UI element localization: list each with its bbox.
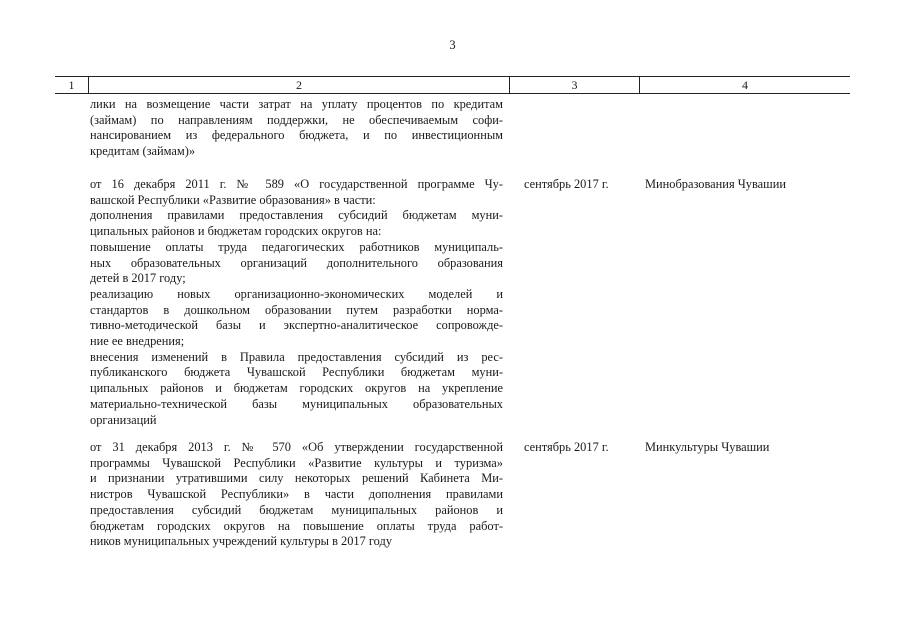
- text-line: бюджетам городских округов на повышение оплаты труда работ-: [90, 518, 503, 533]
- text-line: вашской Республики «Развитие образования» в части:: [90, 192, 376, 207]
- table-header-row: [55, 76, 850, 94]
- text-line: от 16 декабря 2011 г. № 589 «О государственной программе Чу-: [90, 177, 503, 191]
- column-header-2: 2: [89, 77, 510, 93]
- table-row-2-date: сентябрь 2017 г.: [524, 177, 609, 191]
- table-row-1-description: [90, 97, 503, 160]
- table-row-3-description: [90, 440, 503, 550]
- text-line: ников муниципальных учреждений культуры в 2017 году: [90, 534, 393, 549]
- text-line: предоставления субсидий бюджетам муниципальных районов и: [90, 502, 503, 517]
- text-line: (займам) по направлениям поддержки, не обеспечиваемым софи-: [90, 112, 503, 127]
- page-number: 3: [449, 38, 456, 52]
- text-line: ципальных районов и бюджетам городских округов на укрепление: [90, 381, 503, 396]
- text-line: программы Чувашской Республики «Развитие культуры и туризма»: [90, 455, 503, 470]
- text-line: реализацию новых организационно-экономических моделей и: [90, 286, 503, 301]
- text-line: организаций: [90, 412, 157, 427]
- text-line: публиканского бюджета Чувашской Республики бюджетам муни-: [90, 365, 503, 380]
- table-row-2-agency: Минобразования Чувашии: [645, 177, 786, 191]
- text-line: ных образовательных организаций дополнительного образования: [90, 255, 503, 270]
- table-row-3-date: сентябрь 2017 г.: [524, 440, 609, 454]
- column-header-1: 1: [55, 77, 89, 93]
- text-line: материально-технической базы муниципальных образовательных: [90, 396, 503, 411]
- text-line: ние ее внедрения;: [90, 334, 185, 349]
- text-line: от 31 декабря 2013 г. № 570 «Об утверждении государственной: [90, 440, 503, 454]
- text-line: лики на возмещение части затрат на уплату процентов по кредитам: [90, 97, 503, 111]
- text-line: и признании утратившими силу некоторых решений Кабинета Ми-: [90, 471, 503, 486]
- text-line: стандартов в дошкольном образовании путем разработки норма-: [90, 302, 503, 317]
- text-line: дополнения правилами предоставления субсидий бюджетам муни-: [90, 208, 503, 223]
- text-line: кредитам (займам)»: [90, 144, 196, 159]
- text-line: нансированием из федерального бюджета, и по инвестиционным: [90, 128, 503, 143]
- text-line: тивно-методической базы и экспертно-аналитическое сопровожде-: [90, 318, 503, 333]
- text-line: внесения изменений в Правила предоставления субсидий из рес-: [90, 349, 503, 364]
- text-line: повышение оплаты труда педагогических работников муниципаль-: [90, 239, 503, 254]
- table-row-2-description: [90, 177, 503, 428]
- text-line: нистров Чувашской Республики» в части дополнения правилами: [90, 487, 503, 502]
- column-header-4: 4: [742, 78, 748, 92]
- text-line: детей в 2017 году;: [90, 271, 186, 286]
- column-header-3: 3: [510, 77, 640, 93]
- text-line: ципальных районов и бюджетам городских округов на:: [90, 224, 382, 239]
- table-row-3-agency: Минкультуры Чувашии: [645, 440, 770, 454]
